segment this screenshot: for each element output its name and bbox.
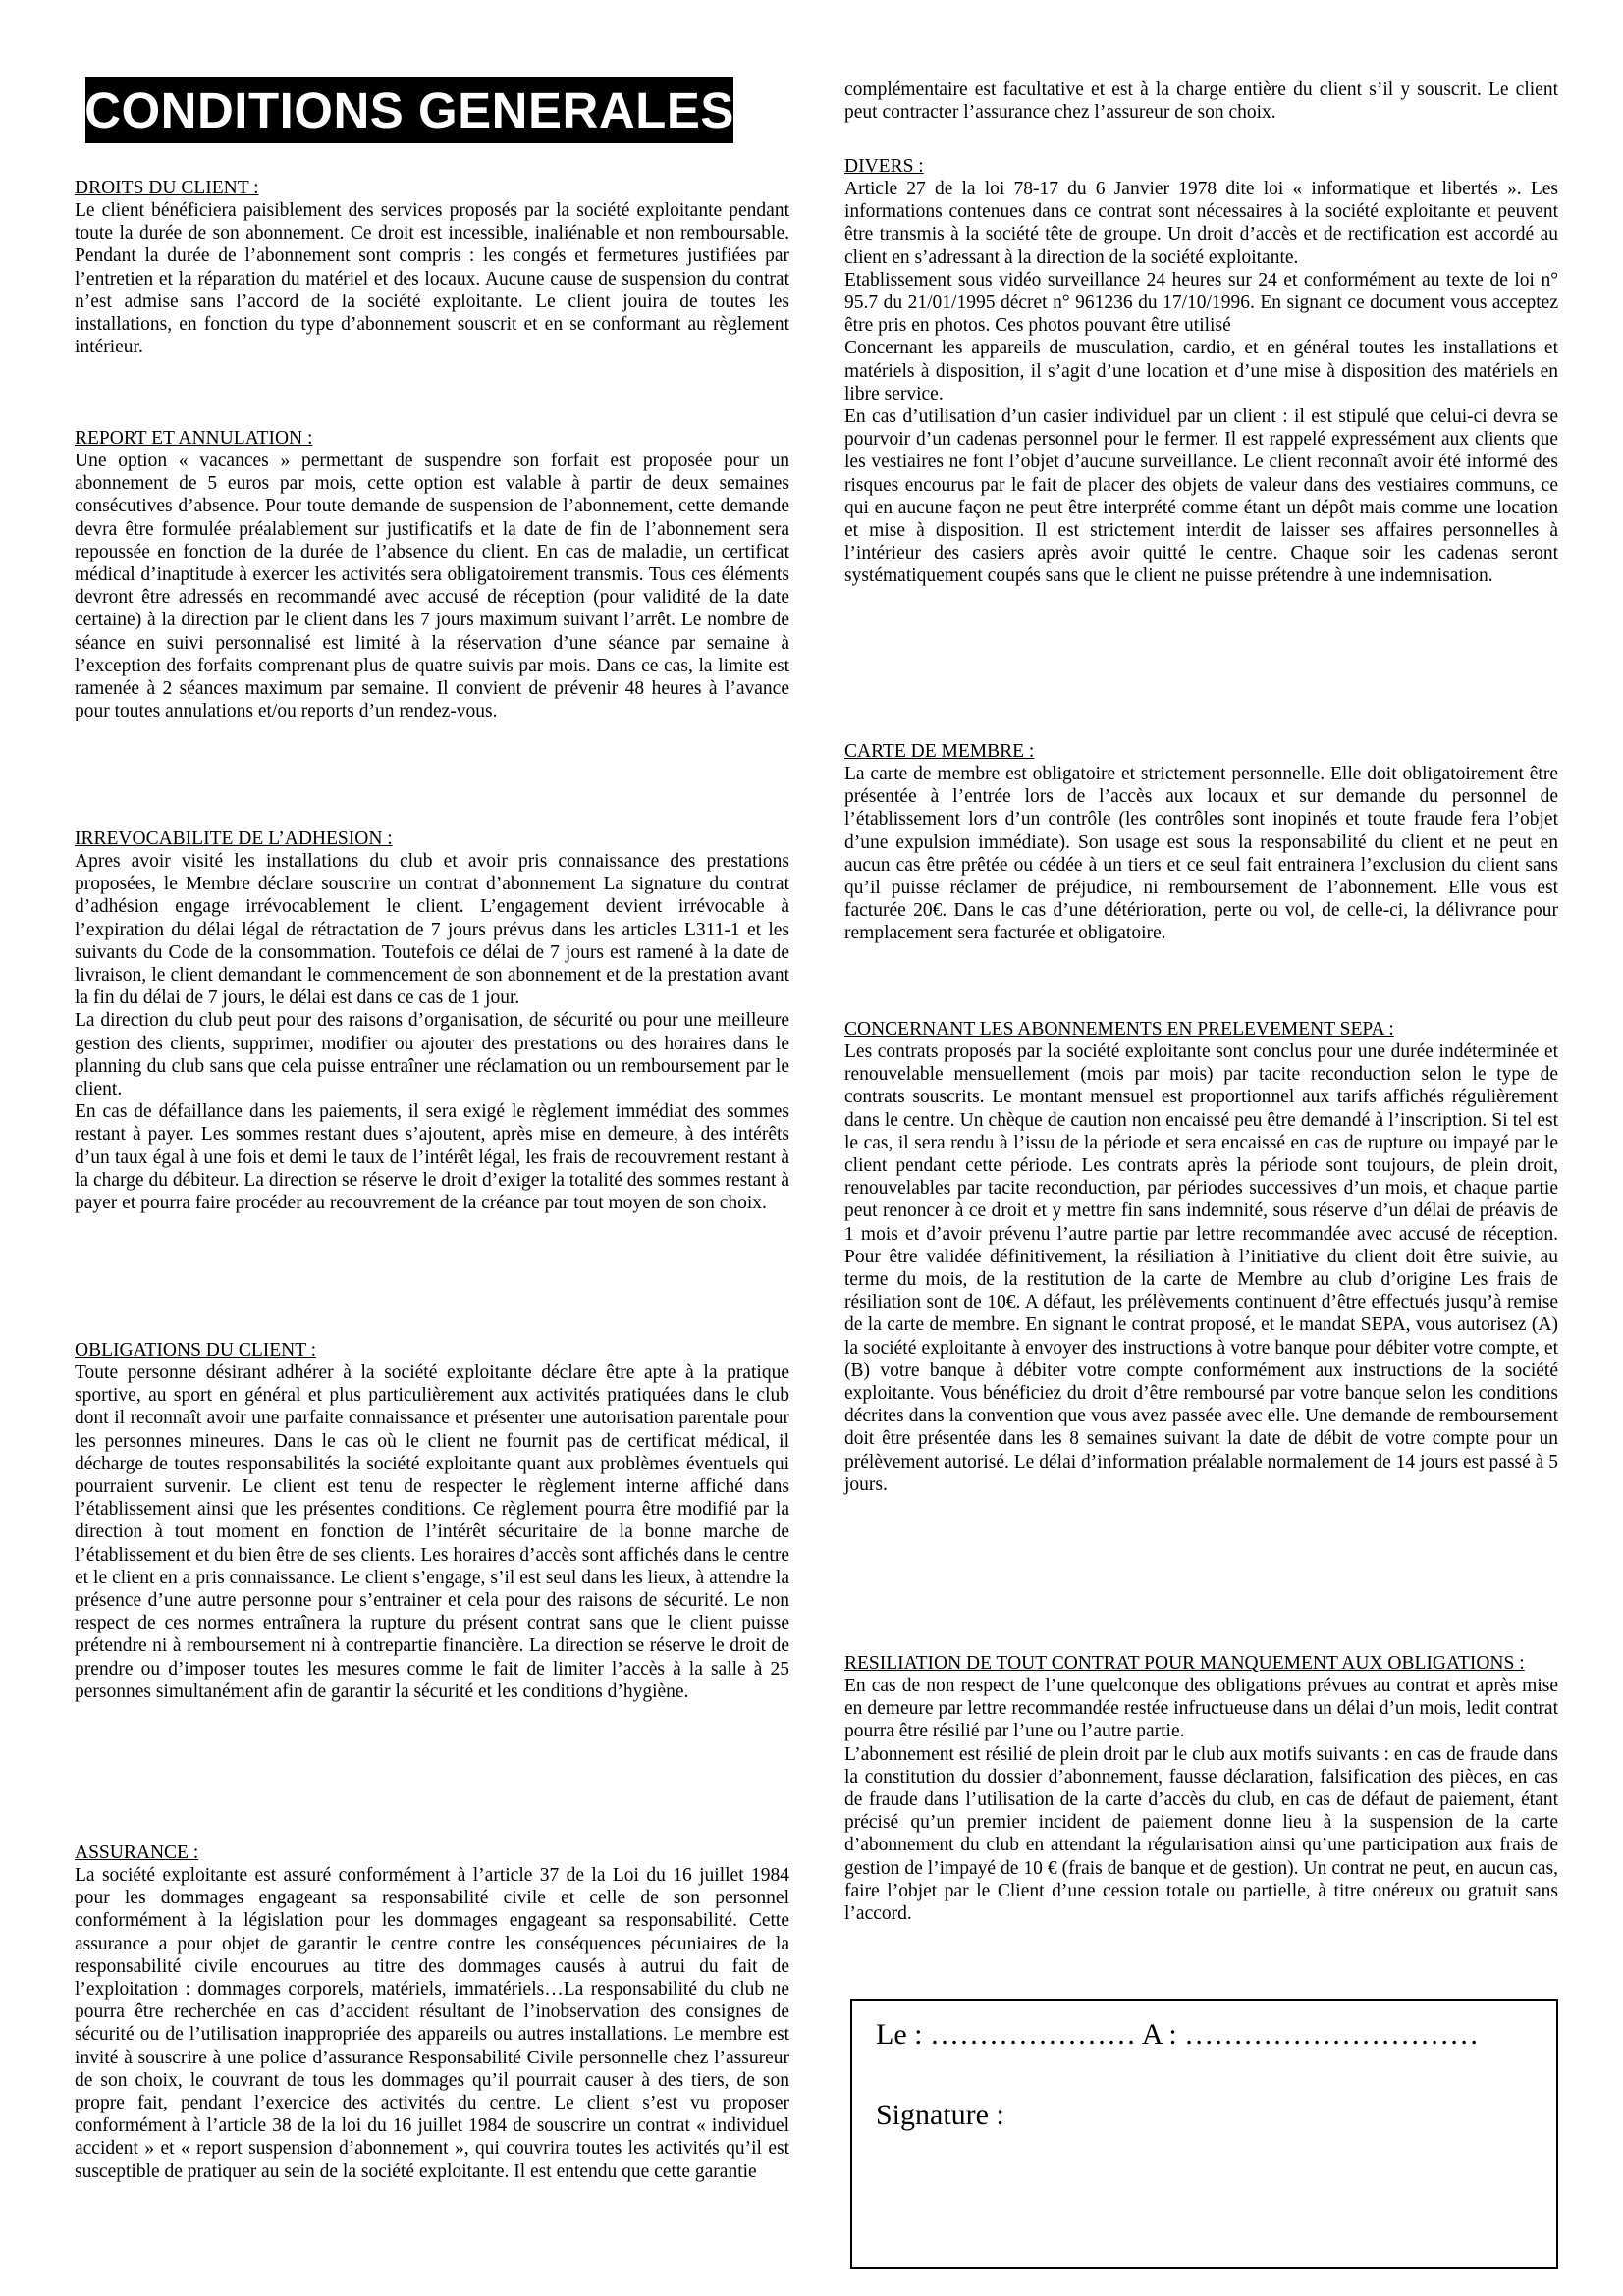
section-paragraph: En cas d’utilisation d’un casier individuel par un client : il est stipulé que celui-ci devra se pourvoir d’un cadenas personnel pour le fermer. Il est rappelé expressément aux clients que les vestiaires ne font l’objet d’aucune surveillance. Le client reconnaît avoir été informé des risques encourus par le fait de placer des objets de valeur dans des vestiaires communs, ce qui en aucune façon ne peut être interprété comme étant un dépôt mais comme une location et mise à disposition. Il est strictement interdit de laisser ses affaires personnelles à l’intérieur des casiers après avoir quitté le centre. Chaque soir les cadenas seront systématiquement coupés sans que le client ne puisse prétendre à une indemnisation. — [844, 406, 1558, 587]
section-resiliation — [844, 1652, 1558, 1925]
section-heading: DROITS DU CLIENT : — [75, 178, 259, 198]
section-obligations-du-client — [75, 1339, 789, 1703]
section-paragraph: complémentaire est facultative et est à la charge entière du client s’il y souscrit. Le client peut contracter l’assurance chez l’assureur de son choix. — [844, 80, 1558, 124]
signature-label[interactable]: Signature : — [876, 2099, 1004, 2131]
document-title: CONDITIONS GENERALES — [84, 81, 734, 138]
section-paragraph: Les contrats proposés par la société exploitante sont conclus pour une durée indéterminée et renouvelable mensuellement (mois par mois) par tacite reconduction selon le type de contrats souscrits. Le montant mensuel est proportionnel aux tarifs affichés régulièrement dans le centre. Un chèque de caution non encaissé peu être demandé à l’inscription. Si tel est le cas, il sera rendu à l’issu de la période et sera encaissé en cas de rupture ou impayé par le client pendant cette période. Les contrats après la période sont toujours, de plein droit, renouvelables par tacite reconduction, par périodes successives d’un mois, et chaque partie peut renoncer à ce droit et y mettre fin sans indemnité, sous réserve d’un délai de préavis de 1 mois et d’avoir prévenu l’autre partie par lettre recommandée avec accusé de réception. Pour être validée définitivement, la résiliation à l’initiative du client doit être suivie, au terme du mois, de la restitution de la carte de Membre au club d’origine Les frais de résiliation sont de 10€. A défaut, les prélèvements continuent d’être effectués jusqu’à remise de la carte de membre. En signant le contrat proposé, et le mandat SEPA, vous autorisez (A) la société exploitante à envoyer des instructions à votre banque pour débiter votre compte, et (B) votre banque à débiter votre compte conformément aux instructions de la société exploitante. Vous bénéficiez du droit d’être remboursé par votre banque selon les conditions décrites dans la convention que vous avez passée avec elle. Une demande de remboursement doit être présentée dans les 8 semaines suivant la date de débit de votre compte pour un prélèvement autorisé. Le délai d’information préalable normalement de 14 jours est passé à 5 jours. — [844, 1041, 1558, 1495]
section-paragraph: Le client bénéficiera paisiblement des services proposés par la société exploitante pendant toute la durée de son abonnement. Ce droit est incessible, inaliénable et non remboursable. Pendant la durée de l’abonnement sont compris : les congés et fermetures justifiées par l’entretien et la réparation du matériel et des locaux. Aucune cause de suspension du contrat n’est admise sans l’accord de la société exploitante. Le client jouira de toutes les installations, en fonction du type d’abonnement souscrit et en se conformant au règlement intérieur. — [75, 200, 789, 358]
section-paragraph: La société exploitante est assuré conformément à l’article 37 de la Loi du 16 juillet 1984 pour les dommages engageant sa responsabilité civile et celle de son personnel conformément à la législation pour les dommages engageant sa responsabilité. Cette assurance a pour objet de garantir le centre contre les conséquences pécuniaires de la responsabilité civile encourues au titre des dommages causés à autrui du fait de l’exploitation : dommages corporels, matériels, immatériels…La responsabilité du club ne pourra être recherchée en cas d’accident résultant de l’inobservation des consignes de sécurité ou de l’utilisation inappropriée des appareils ou autres installations. Le membre est invité à souscrire à une police d’assurance Responsabilité Civile personnelle chez l’assureur de son choix, le couvrant de tous les dommages qu’il pourrait causer à des tiers, de son propre fait, pendant l’exercice des activités du centre. Le client s’est vu proposer conformément à l’article 38 de la loi du 16 juillet 1984 de souscrire un contrat « individuel accident » et « report suspension d’abonnement », qui couvrira toutes les activités qu’il est susceptible de pratiquer au sein de la société exploitante. Il est entendu que cette garantie — [75, 1865, 789, 2182]
section-prelevement-sepa — [844, 1018, 1558, 1496]
section-heading: IRREVOCABILITE DE L’ADHESION : — [75, 828, 393, 849]
section-heading: OBLIGATIONS DU CLIENT : — [75, 1340, 317, 1361]
section-droits-du-client — [75, 177, 789, 358]
section-paragraph: Une option « vacances » permettant de suspendre son forfait est proposée pour un abonnement de 5 euros par mois, cette option est valable à partir de deux semaines consécutives d’absence. Pour toute demande de suspension de l’abonnement, cette demande devra être formulée préalablement sur justificatifs et la date de fin de l’abonnement sera repoussée en fonction de la durée de l’absence du client. En cas de maladie, un certificat médical d’inaptitude à exercer les activités sera obligatoirement transmis. Tous ces éléments devront être adressés en recommandé avec accusé de réception (pour validité de la date certaine) à la direction par le client dans les 7 jours maximum suivant l’arrêt. Le nombre de séance en suivi personnalisé est limité à la réservation d’une séance par semaine à l’exception des forfaits comprenant plus de quatre suivis par mois. Dans ce cas, la limite est ramenée à 2 séances maximum par semaine. Il convient de prévenir 48 heures à l’avance pour toutes annulations et/ou reports d’un rendez-vous. — [75, 451, 789, 722]
document-title-banner — [85, 77, 733, 143]
section-paragraph: La direction du club peut pour des raisons d’organisation, de sécurité ou pour une meilleure gestion des clients, supprimer, modifier ou ajouter des prestations ou des horaires dans le planning du club sans que cela puisse entraîner une réclamation ou un remboursement par le client. — [75, 1010, 789, 1100]
section-report-et-annulation — [75, 427, 789, 722]
section-heading: CARTE DE MEMBRE : — [844, 741, 1035, 762]
date-place-line[interactable]: Le : ………………… A : ………………………… — [876, 2018, 1480, 2051]
section-divers — [844, 155, 1558, 588]
section-paragraph: Article 27 de la loi 78-17 du 6 Janvier 1978 dite loi « informatique et libertés ». Les informations contenues dans ce contrat sont nécessaires à la société exploitante et peuvent être transmis à la société tête de groupe. Un droit d’accès et de rectification est accordé au client en s’adressant à la direction de la société exploitante. — [844, 179, 1558, 268]
section-paragraph: En cas de défaillance dans les paiements, il sera exigé le règlement immédiat des sommes restant à payer. Les sommes restant dues s’ajoutent, après mise en demeure, à des intérêts d’un taux égal à une fois et demi le taux de l’intérêt légal, les frais de recouvrement restant à la charge du débiteur. La direction se réserve le droit d’exiger la totalité des sommes restant à payer et pourra faire procéder au recouvrement de la créance par tout moyen de son choix. — [75, 1101, 789, 1214]
section-irrevocabilite — [75, 828, 789, 1214]
section-assurance-continued — [844, 79, 1558, 124]
section-paragraph: Concernant les appareils de musculation, cardio, et en général toutes les installations et matériels à disposition, il s’agit d’une location et d’une mise à disposition des matériels en libre service. — [844, 338, 1558, 404]
section-assurance — [75, 1842, 789, 2183]
section-carte-de-membre — [844, 740, 1558, 945]
section-heading: ASSURANCE : — [75, 1842, 199, 1863]
section-paragraph: Apres avoir visité les installations du club et avoir pris connaissance des prestations proposées, le Membre déclare souscrire un contrat d’abonnement La signature du contrat d’adhésion engage irrévocablement le client. L’engagement devient irrévocable à l’expiration du délai légal de rétractation de 7 jours prévus dans les articles L311-1 et les suivants du Code de la consommation. Toutefois ce délai de 7 jours est ramené à la date de livraison, le client demandant le commencement de son abonnement et de la prestation avant la fin du délai de 7 jours, le délai est dans ce cas de 1 jour. — [75, 851, 789, 1009]
section-heading: DIVERS : — [844, 156, 924, 177]
section-paragraph: Toute personne désirant adhérer à la société exploitante déclare être apte à la pratique sportive, au sport en général et plus particulièrement aux activités pratiquées dans le club dont il reconnaît avoir une parfaite connaissance et présenter une autorisation parentale pour les personnes mineures. Dans le cas où le client ne fournit pas de certificat médical, il décharge de toutes responsabilités la société exploitante quant aux problèmes éventuels qui pourraient survenir. Le client est tenu de respecter le règlement interne affiché dans l’établissement ainsi que les présentes conditions. Ce règlement pourra être modifié par la direction à tout moment en fonction de l’intérêt sécuritaire de la bonne marche de l’établissement et du bien être de ses clients. Les horaires d’accès sont affichés dans le centre et le client en a pris connaissance. Le client s’engage, s’il est seul dans les lieux, à attendre la présence d’une autre personne pour s’entrainer et cela pour des raisons de sécurité. Le non respect de ces normes entraînera la rupture du présent contrat sans que le client puisse prétendre ni à remboursement ni à contrepartie financière. La direction se réserve le droit de prendre ou d’imposer toutes les mesures comme le fait de limiter l’accès à la salle à 25 personnes simultanément afin de garantir la sécurité et les conditions d’hygiène. — [75, 1362, 789, 1702]
section-heading: CONCERNANT LES ABONNEMENTS EN PRELEVEMENT SEPA : — [844, 1019, 1394, 1040]
section-paragraph: L’abonnement est résilié de plein droit par le club aux motifs suivants : en cas de fraude dans la constitution du dossier d’abonnement, fausse déclaration, falsification des pièces, en cas de fraude dans l’utilisation de la carte d’accès du club, en cas de défaut de paiement, étant précisé qu’un premier incident de paiement donne lieu à la suspension de la carte d’abonnement du club en attendant la régularisation ainsi qu’une participation aux frais de gestion de l’impayé de 10 € (frais de banque et de gestion). Un contrat ne peut, en aucun cas, faire l’objet par le Client d’une cession totale ou partielle, à titre onéreux ou gratuit sans l’accord. — [844, 1743, 1558, 1925]
signature-box — [850, 1999, 1558, 2269]
section-paragraph: En cas de non respect de l’une quelconque des obligations prévues au contrat et après mise en demeure par lettre recommandée restée infructueuse dans un délai d’un mois, ledit contrat pourra être résilié par l’une ou l’autre partie. — [844, 1676, 1558, 1742]
section-paragraph: Etablissement sous vidéo surveillance 24 heures sur 24 et conformément au texte de loi n° 95.7 du 21/01/1995 décret n° 961236 du 17/10/1996. En signant ce document vous acceptez être pris en photos. Ces photos pouvant être utilisé — [844, 269, 1558, 337]
section-heading: RESILIATION DE TOUT CONTRAT POUR MANQUEMENT AUX OBLIGATIONS : — [844, 1653, 1525, 1674]
section-paragraph: La carte de membre est obligatoire et strictement personnelle. Elle doit obligatoirement être présentée à l’entrée lors de l’accès aux locaux et sur demande du personnel de l’établissement lors d’un contrôle (les contrôles sont inopinés et toute fraude fera l’objet d’une expulsion immédiate). Son usage est sous la responsabilité du client et ne peut en aucun cas être prêtée ou cédée à un tiers et ce seul fait entrainera l’exclusion du client sans qu’il puisse réclamer de préjudice, ni remboursement de l’abonnement. Elle vous est facturée 20€. Dans le cas d’une détérioration, perte ou vol, de celle-ci, la délivrance pour remplacement sera facturée et obligatoire. — [844, 764, 1558, 944]
section-heading: REPORT ET ANNULATION : — [75, 428, 313, 449]
